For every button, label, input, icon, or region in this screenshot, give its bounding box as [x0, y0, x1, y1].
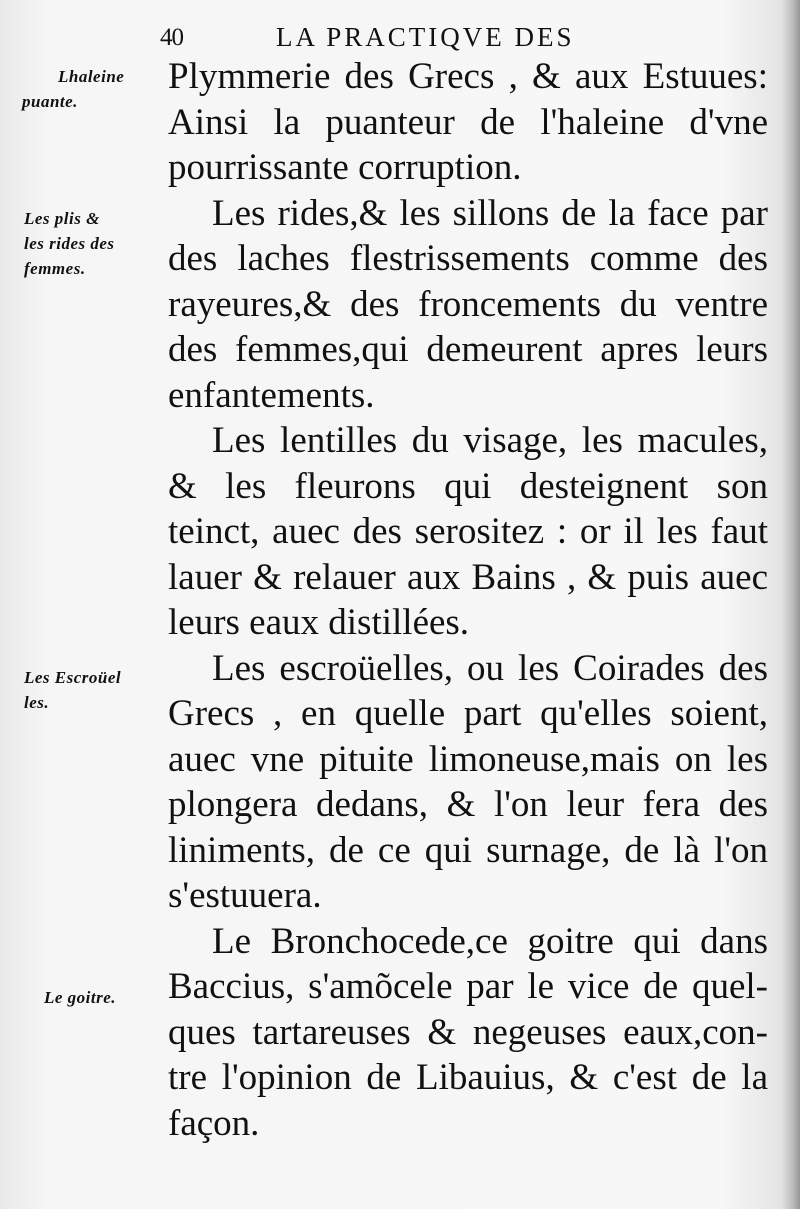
text-line: des femmes,qui demeurent apres leurs — [168, 329, 768, 370]
marginal-note-line: les. — [24, 693, 50, 712]
text-line: auec vne pituite limoneuse,mais on les — [168, 738, 768, 780]
marginal-note-escrouelles — [24, 665, 164, 715]
paragraph-start-line: Les lentilles du visage, les macules, — [212, 420, 768, 461]
text-line: liniments, de ce qui surnage, de là l'on — [168, 829, 768, 871]
marginal-note-line: Les Escroüel — [24, 668, 122, 687]
text-line: Ainsi la puanteur de l'haleine d'vne — [168, 101, 768, 143]
marginal-note-line: les rides des — [24, 234, 115, 253]
body-text — [168, 54, 768, 1146]
text-line: lauer & relauer aux Bains , & puis auec — [168, 556, 768, 598]
text-line: Grecs , en quelle part qu'elles soient, — [168, 693, 768, 734]
page-header — [160, 16, 760, 56]
paragraph-start-line: Les rides,& les sillons de la face par — [212, 192, 768, 234]
marginal-note-line: femmes. — [24, 259, 86, 278]
marginal-note-line: Le goitre. — [44, 988, 117, 1007]
paragraph-start-line: Le Bronchocede,ce goitre qui dans — [212, 920, 768, 962]
text-line: teinct, auec des serositez : or il les faut — [168, 511, 768, 552]
text-line: s'estuuera. — [168, 875, 322, 916]
text-line: façon. — [168, 1102, 260, 1144]
text-line: des laches flestrissements comme des — [168, 238, 768, 279]
text-line: Baccius, s'amõcele par le vice de quel- — [168, 966, 768, 1007]
page-number: 40 — [160, 24, 183, 51]
text-line: & les fleurons qui desteignent son — [168, 465, 768, 507]
marginal-note-rides — [24, 206, 164, 281]
text-line: tre l'opinion de Libauius, & c'est de la — [168, 1057, 768, 1098]
text-line: plongera dedans, & l'on leur fera des — [168, 784, 768, 825]
marginal-note-line: Lhaleine — [58, 67, 125, 86]
text-line: ques tartareuses & negeuses eaux,con- — [168, 1011, 768, 1053]
paragraph-start-line: Les escroüelles, ou les Coirades des — [212, 647, 768, 689]
marginal-note-goitre — [44, 985, 184, 1010]
text-line: leurs eaux distillées. — [168, 602, 470, 643]
text-line: Plymmerie des Grecs , & aux Estuues: — [168, 56, 768, 97]
marginal-note-line: puante. — [22, 92, 78, 111]
marginal-note-line: Les plis & — [24, 209, 100, 228]
text-line: rayeures,& des froncements du ventre — [168, 283, 768, 325]
page-edge-shadow — [782, 0, 800, 1209]
text-line: pourrissante corruption. — [168, 147, 522, 188]
text-line: enfantements. — [168, 374, 375, 416]
running-head: LA PRACTIQVE DES — [276, 22, 575, 52]
